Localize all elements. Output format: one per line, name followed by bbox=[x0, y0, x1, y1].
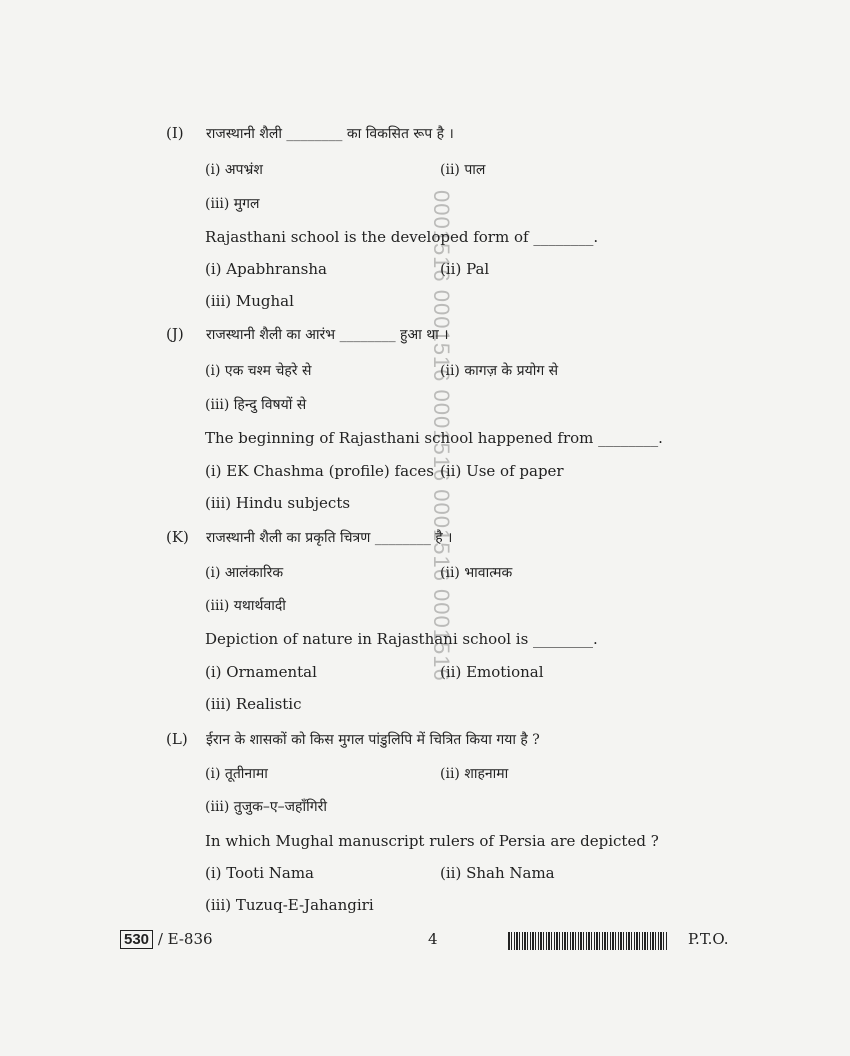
question-english: In which Mughal manuscript rulers of Persia are depicted ? bbox=[205, 832, 659, 850]
option: (iii) तुजुक–ए–जहाँगिरी bbox=[205, 799, 327, 815]
option: (ii) Pal bbox=[440, 260, 490, 278]
option: (ii) शाहनामा bbox=[440, 766, 509, 782]
option: (iii) मुगल bbox=[205, 196, 260, 212]
pto-label: P.T.O. bbox=[688, 930, 729, 948]
option: (i) आलंकारिक bbox=[205, 565, 284, 581]
option: (iii) Tuzuq-E-Jahangiri bbox=[205, 896, 374, 914]
question-hindi: राजस्थानी शैली का आरंभ ________ हुआ था । bbox=[206, 327, 449, 343]
question-hindi: राजस्थानी शैली का प्रकृति चित्रण ________ है । bbox=[206, 530, 453, 546]
option: (iii) Realistic bbox=[205, 695, 302, 713]
paper-code bbox=[120, 930, 213, 948]
barcode-icon bbox=[508, 932, 668, 950]
option: (ii) पाल bbox=[440, 162, 486, 178]
code-box: 530 bbox=[120, 930, 153, 949]
option: (i) एक चश्म चेहरे से bbox=[205, 363, 312, 379]
option: (ii) Use of paper bbox=[440, 462, 564, 480]
page-number: 4 bbox=[428, 930, 438, 948]
option: (i) Apabhransha bbox=[205, 260, 327, 278]
option: (iii) Mughal bbox=[205, 292, 294, 310]
option: (iii) Hindu subjects bbox=[205, 494, 351, 512]
option: (i) Ornamental bbox=[205, 663, 317, 681]
series-code: / E-836 bbox=[157, 930, 213, 948]
option: (iii) यथार्थवादी bbox=[205, 598, 286, 614]
question-english: Depiction of nature in Rajasthani school is ________. bbox=[205, 630, 598, 648]
question-label: (L) bbox=[166, 730, 188, 748]
question-english: The beginning of Rajasthani school happened from ________. bbox=[205, 429, 663, 447]
option: (i) अपभ्रंश bbox=[205, 162, 263, 178]
option: (i) EK Chashma (profile) faces bbox=[205, 462, 434, 480]
option: (iii) हिन्दु विषयों से bbox=[205, 397, 307, 413]
option: (i) Tooti Nama bbox=[205, 864, 314, 882]
option: (ii) भावात्मक bbox=[440, 565, 513, 581]
question-label: (J) bbox=[166, 325, 184, 343]
question-english: Rajasthani school is the developed form of ________. bbox=[205, 228, 599, 246]
option: (ii) कागज़ के प्रयोग से bbox=[440, 363, 559, 379]
question-hindi: ईरान के शासकों को किस मुगल पांडुलिपि में चित्रित किया गया है ? bbox=[206, 732, 540, 748]
question-hindi: राजस्थानी शैली ________ का विकसित रूप है । bbox=[206, 126, 454, 142]
question-label: (K) bbox=[166, 528, 189, 546]
question-label: (I) bbox=[166, 124, 184, 142]
option: (ii) Shah Nama bbox=[440, 864, 555, 882]
option: (ii) Emotional bbox=[440, 663, 544, 681]
option: (i) तूतीनामा bbox=[205, 766, 268, 782]
watermark: 0001516 0001516 0001516 0001516 0001516 bbox=[429, 190, 454, 682]
